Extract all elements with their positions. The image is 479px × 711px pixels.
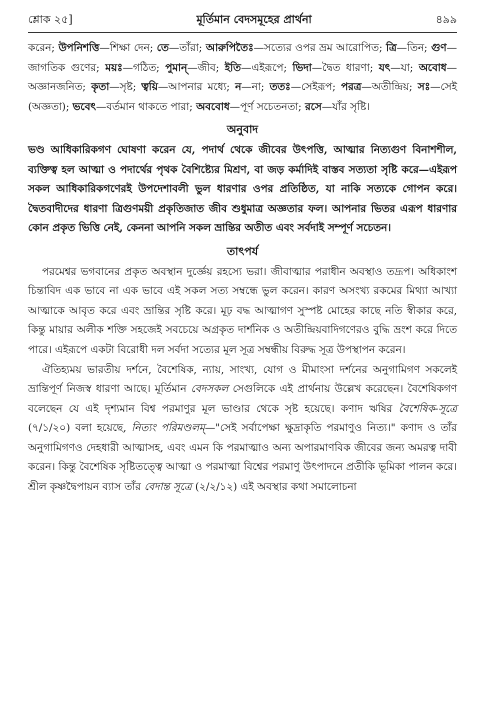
sanskrit-word: অববোধ <box>196 100 230 113</box>
word-meaning: —তিন; <box>396 42 432 54</box>
text-run: (২/২/১২) এই অবস্থার কথা সমালোচনা <box>191 481 357 494</box>
cited-title: নিত্যং পরিমণ্ডলম্ <box>131 422 205 435</box>
sanskrit-word: পুমান্ <box>165 61 188 74</box>
sanskrit-word: ত্রি <box>386 42 397 54</box>
sanskrit-word: যৎ <box>378 61 391 74</box>
word-meaning: —সেইরূপ; <box>290 81 341 94</box>
text-run: ঐতিহ্যময় ভারতীয় দর্শনে, বৈশেষিক, ন্যায়, সাংখ্য, যোগ ও মীমাংসা দর্শনের অনুগামিগণ সকলেই ভ্রান্তিপূর্ণ নিজস্ব ধারণা আছে। মূর্তিমান <box>28 363 457 396</box>
word-meaning: ; <box>51 42 59 54</box>
word-meaning: —জীব; <box>187 61 225 74</box>
word-meaning: —এইরূপে; <box>240 61 293 74</box>
page-number: ৪৯৯ <box>435 13 457 26</box>
word-meaning: —যা; <box>390 61 419 74</box>
word-meaning: —অতীন্দ্রিয়; <box>361 81 418 94</box>
word-meaning: —পূর্ণ সচেতনতা; <box>229 100 305 113</box>
sanskrit-word: ন <box>235 81 242 94</box>
purport-paragraph-2 <box>28 361 457 498</box>
word-meaning: —শিক্ষা দেন; <box>99 42 157 54</box>
sanskrit-word: ভিদা <box>292 61 312 74</box>
header-rule <box>28 32 457 33</box>
verse-reference: শ্লোক ২৫] <box>28 13 73 26</box>
sanskrit-word: ততঃ <box>269 81 291 94</box>
word-meaning: —যাঁর সৃষ্টি। <box>321 100 370 113</box>
sanskrit-word: ময়ঃ <box>105 61 123 74</box>
word-meaning: —সেই (অজ্ঞতা); <box>28 81 457 113</box>
translation-text: ভণ্ড আধিকারিকগণ ঘোষণা করেন যে, পদার্থ থেকে জীবের উৎপত্তি, আত্মার নিত্যগুণ বিনাশশীল, ব্যক্তিত্ব হল আত্মা ও পদার্থের পৃথক বৈশিষ্ট্যের মিশ্রণ, বা জড় কর্মাদিই বাস্তব সত্যতা সৃষ্টি করে—এইরূপ সকল আধিকারিকগণেরই উপদেশাবলী ভুল ধারণার ওপর প্রতিষ্ঠিত, যা নাকি সত্যকে গোপন করে। দ্বৈতবাদীদের ধারণা ত্রিগুণময়ী প্রকৃতিজাত জীব শুধুমাত্র অজ্ঞতার ফল। আপনার ভিতর এরূপ ধারণার কোন প্রকৃত ভিত্তি নেই, কেননা আপনি সকল ভ্রান্তির অতীত এবং সর্বদাই সম্পূর্ণ সচেতন। <box>28 143 457 235</box>
word-meaning: —না; <box>241 81 270 94</box>
text-run: (৭/১/২০) বলা হয়েছে, <box>28 422 132 435</box>
sanskrit-word: গুণ <box>431 42 447 54</box>
sanskrit-word: তে <box>156 42 169 54</box>
sanskrit-word: উপনিশত্তি <box>58 42 100 54</box>
text-run: সেগুলিকে এই প্রার্থনায় উল্লেখ করেছেন। বৈশেষিকগণ বলেছেন যে এই দৃশ্যমান বিশ্ব পরমাণুর মূল ভাণ্ডার থেকে সৃষ্ট হয়েছে। কণাদ ঋষির <box>28 383 457 415</box>
translation-heading: অনুবাদ <box>226 123 259 137</box>
sanskrit-word: ত্বয়ি <box>141 81 158 94</box>
text-run: —"সেই সর্বাপেক্ষা ক্ষুদ্রাকৃতি পরমাণুও নিত্য।" কণাদ ও তাঁর অনুগামিগণও দেহধারী আত্মাসহ, এবং এমন কি পরমাত্মাও অন্য অপারমাণবিক জীবের জন্য অমরত্ব দাবী করেন। কিন্তু বৈশেষিক সৃষ্টিতত্ত্বে আত্মা ও পরমাত্মা বিশ্বের পরমাণু উৎপাদনে প্রতীকি ভূমিকা পালন করে। শ্রীল কৃষ্ণদ্বৈপায়ন ব্যাস তাঁর <box>28 422 457 494</box>
sanskrit-word: আরুপিতৈঃ <box>205 42 254 54</box>
word-meaning: —সত্যের ওপর ভ্রম আরোপিত; <box>253 42 387 54</box>
word-meaning: —দ্বৈত ধারণা; <box>311 61 379 74</box>
word-meaning: —অজ্ঞানজনিত; <box>28 61 457 94</box>
word-meaning: —বর্তমান থাকতে পারা; <box>95 100 197 113</box>
word-meaning: —সৃষ্ট; <box>109 81 142 94</box>
sanskrit-word: ইতি <box>224 61 241 74</box>
cited-title: বেদসকল <box>190 383 229 396</box>
purport-heading: তাৎপর্য <box>226 244 259 258</box>
sanskrit-word: অবোধ <box>418 61 447 74</box>
chapter-title: মূর্তিমান বেদসমূহের প্রার্থনা <box>196 13 312 26</box>
cited-title: বৈশেষিক-সূত্রে <box>398 402 457 415</box>
word-meaning: —তাঁরা; <box>168 42 206 54</box>
sanskrit-word: পরত্র <box>340 81 362 94</box>
sanskrit-word: ভবেৎ <box>72 100 96 113</box>
sanskrit-word: রসে <box>304 100 322 113</box>
sanskrit-word: করেন <box>28 42 52 54</box>
purport-paragraph-1: পরমেশ্বর ভগবানের প্রকৃত অবস্থান দুর্জ্ঞেয় রহস্যে ভরা। জীবাত্মার পরাধীন অবস্থাও তদ্রূপ। অধিকাংশ চিন্তাবিদ এক ভাবে না এক ভাবে এই সকল সত্য সম্বন্ধে ভুল করেন। কারণ অসংখ্য রকমের মিথ্যা আখ্যা আত্মাকে আবৃত করে এবং ভ্রান্তির সৃষ্টি করে। মূঢ় বদ্ধ আত্মাগণ সুস্পষ্ট মোহের কাছে নতি স্বীকার করে, কিন্তু মায়ার অলীক শক্তি সহজেই সবচেয়ে অগ্রকৃত দার্শনিক ও অতীন্দ্রিয়বাদিগণেরও বুদ্ধি ভ্রংশ করে দিতে পারে। এইরূপে একটা বিরোধী দল সর্বদা সত্যের মূল সূত্র সম্বন্ধীয় বিরুদ্ধ সূত্র উপস্থাপন করেন। <box>28 265 457 356</box>
sanskrit-word: সঃ <box>417 81 431 94</box>
word-meaning: —জাগতিক গুণের; <box>28 42 457 74</box>
word-meaning: —গঠিত; <box>122 61 166 74</box>
word-meaning: —আপনার মধ্যে; <box>157 81 236 94</box>
page-header <box>28 10 457 30</box>
sanskrit-word: কৃতা <box>91 81 110 94</box>
word-synonyms <box>28 39 457 117</box>
cited-title: বেদান্ত সূত্রে <box>144 481 192 494</box>
